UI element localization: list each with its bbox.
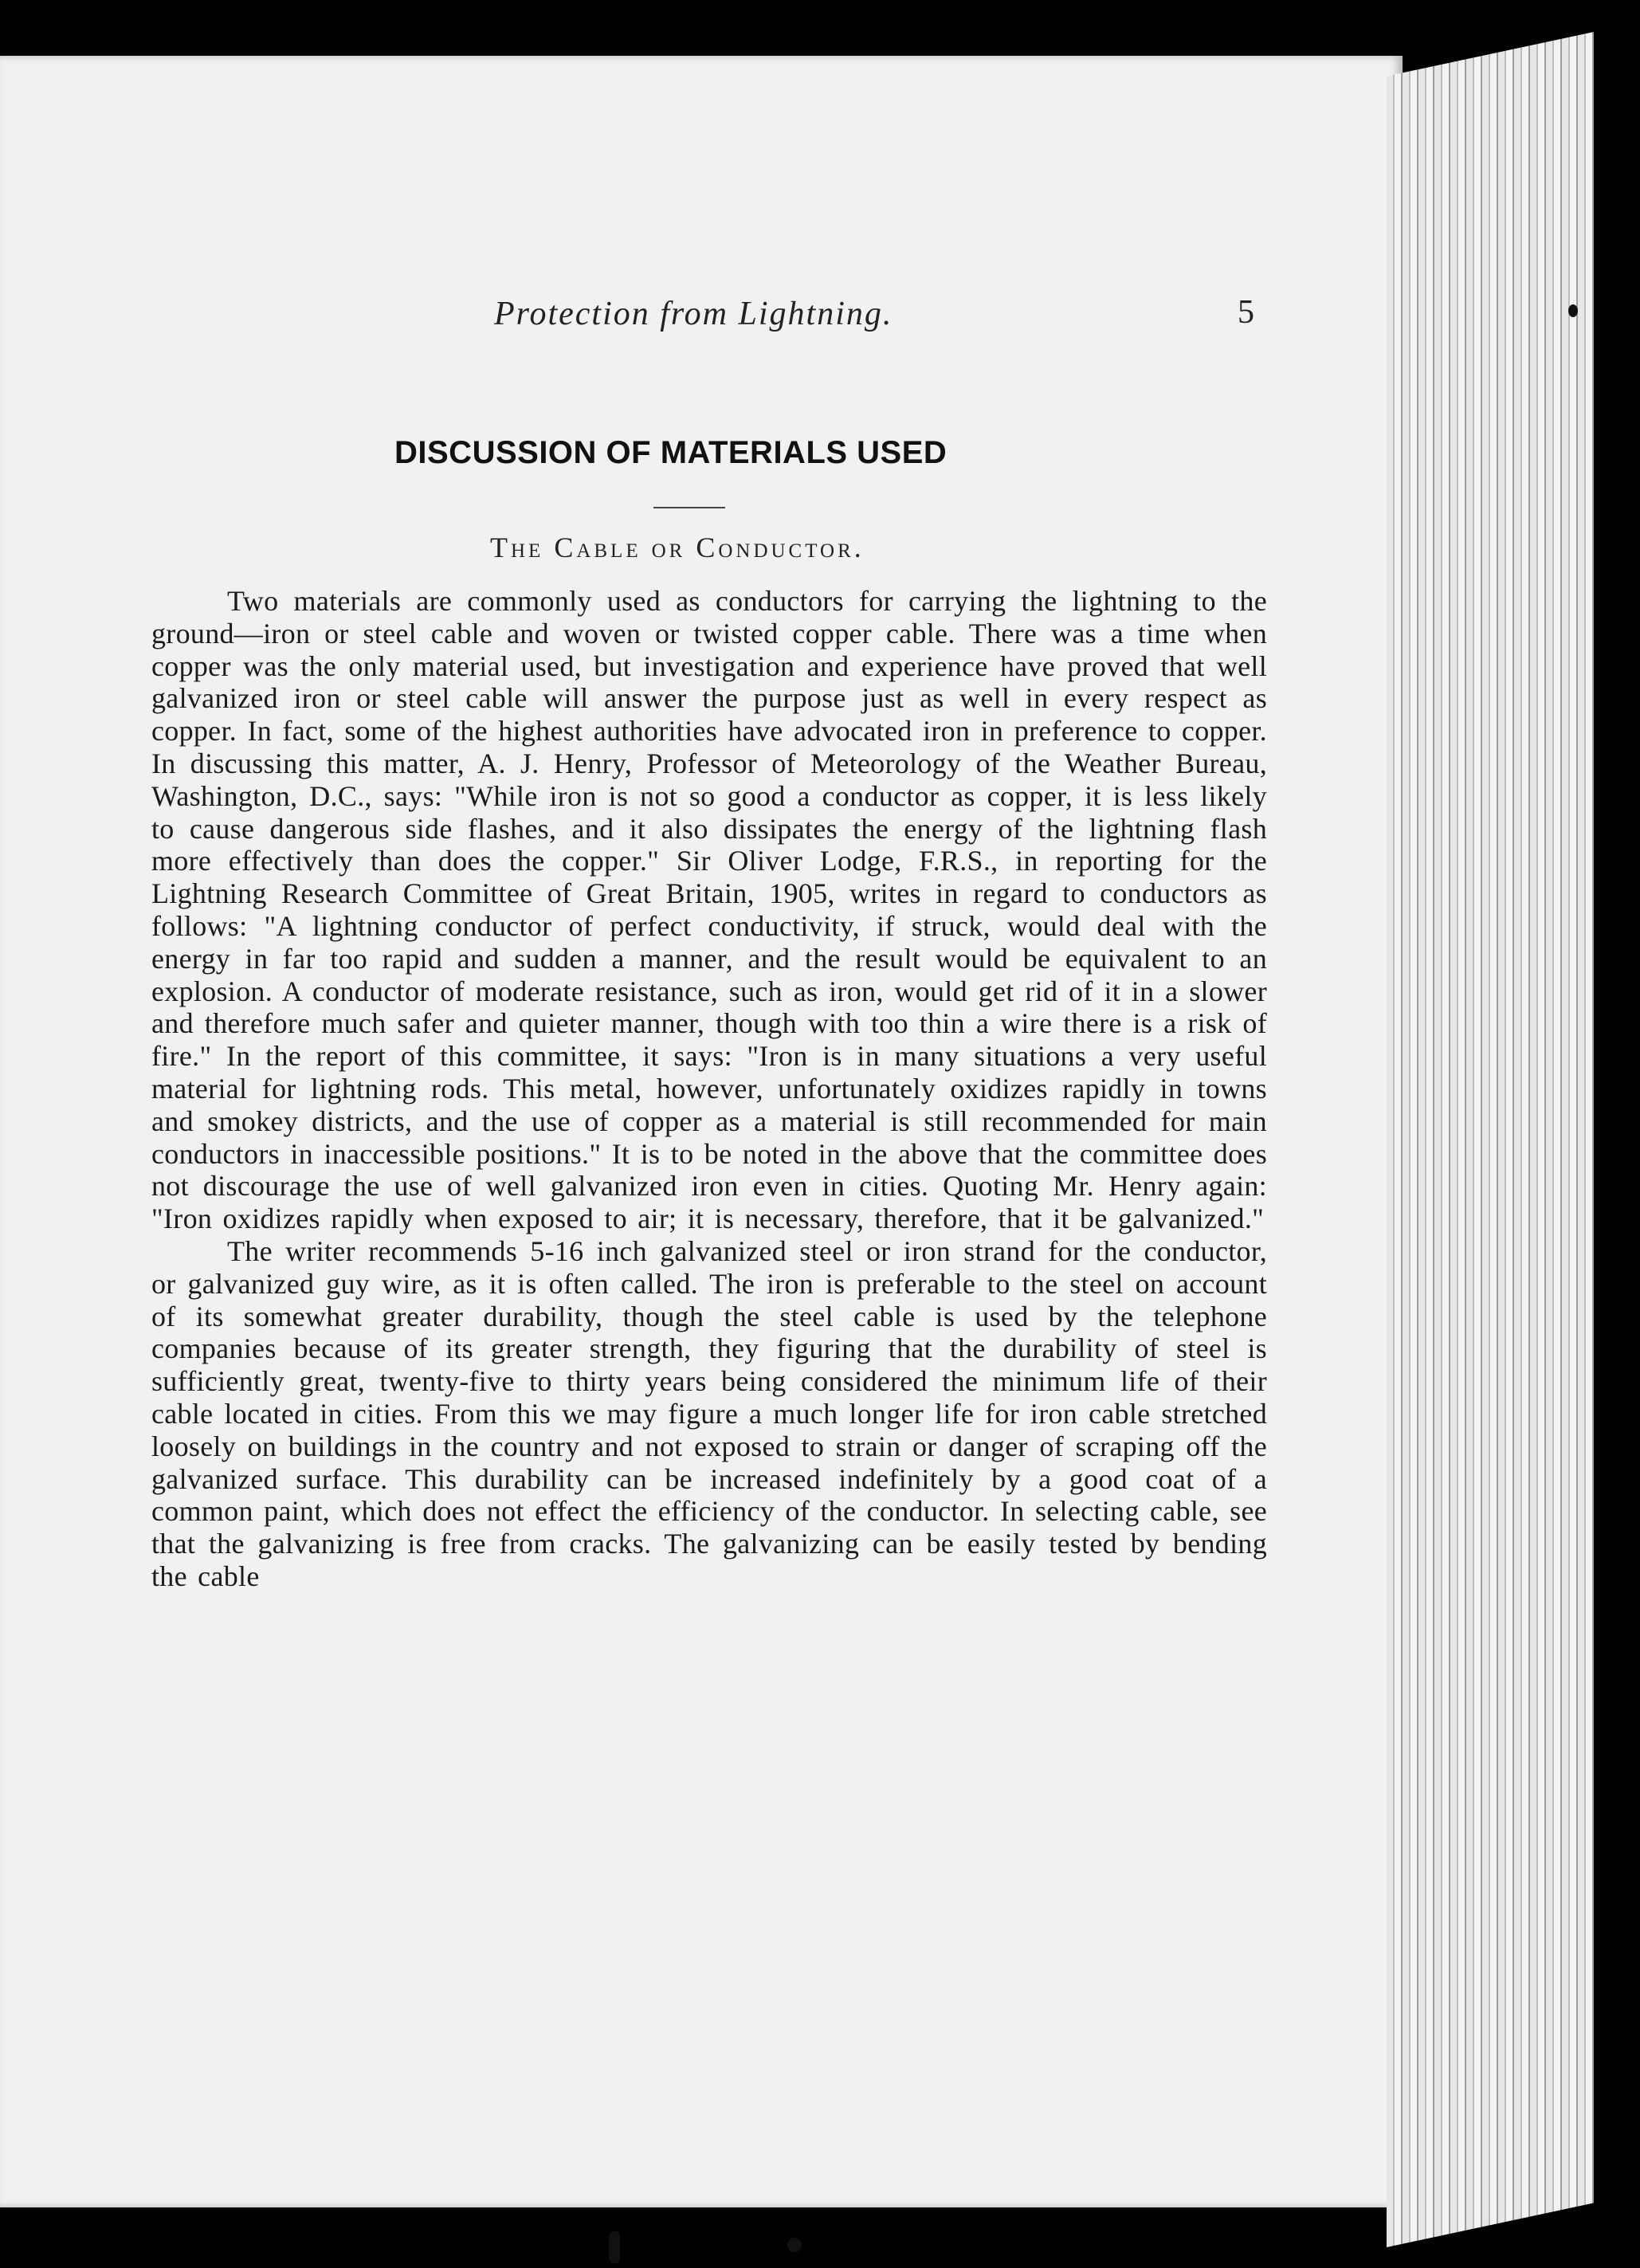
scan-mark [1568,304,1578,317]
running-head: Protection from Lightning. [494,296,893,332]
book-page [0,56,1403,2207]
page-edges [1387,32,1594,2247]
scan-mark [787,2238,802,2252]
title-rule [653,507,725,508]
page-number: 5 [1238,294,1254,331]
paragraph: Two materials are commonly used as conductors for carrying the lightning to the ground—iron or steel cable and woven or twisted copper cable. There was a time when copper was the only material used, but investigation and experience have proved that well galvanized iron or steel cable will answer the purpose just as well in every respect as copper. In fact, some of the highest authorities have advocated iron in preference to copper. In discussing this matter, A. J. Henry, Professor of Meteorology of the Weather Bureau, Washington, D.C., says: "While iron is not so good a conductor as copper, it is less likely to cause dangerous side flashes, and it also dissipates the energy of the lightning flash more effectively than does the copper." Sir Oliver Lodge, F.R.S., in reporting for the Lightning Research Committee of Great Britain, 1905, writes in regard to conductors as follows: "A lightning conductor of perfect conductivity, if struck, would deal with the energy in far too rapid and sudden a manner, and the result would be equivalent to an explosion. A conductor of moderate resistance, such as iron, would get rid of it in a slower and therefore much safer and quieter manner, though with too thin a wire there is a risk of fire." In the report of this committee, it says: "Iron is in many situations a very useful material for lightning rods. This metal, however, unfortunately oxidizes rapidly in towns and smokey districts, and the use of copper as a material is still recommended for main conductors in inaccessible positions." It is to be noted in the above that the committee does not discourage the use of well galvanized iron even in cities. Quoting Mr. Henry again: "Iron oxidizes rapidly when exposed to air; it is necessary, therefore, that it be galvanized." [151,585,1267,1235]
scan-mark [609,2231,620,2263]
body-text [151,585,1267,1593]
subheading: The Cable or Conductor. [490,532,865,563]
section-title: DISCUSSION OF MATERIALS USED [394,435,948,470]
paragraph: The writer recommends 5-16 inch galvanized steel or iron strand for the conductor, or galvanized guy wire, as it is often called. The iron is preferable to the steel on account of its somewhat greater durability, though the steel cable is used by the telephone companies because of its greater strength, they figuring that the durability of steel is sufficiently great, twenty-five to thirty years being considered the minimum life of their cable located in cities. From this we may figure a much longer life for iron cable stretched loosely on buildings in the country and not exposed to strain or danger of scraping off the galvanized surface. This durability can be increased indefinitely by a good coat of a common paint, which does not effect the efficiency of the conductor. In selecting cable, see that the galvanizing is free from cracks. The galvanizing can be easily tested by bending the cable [151,1234,1267,1592]
